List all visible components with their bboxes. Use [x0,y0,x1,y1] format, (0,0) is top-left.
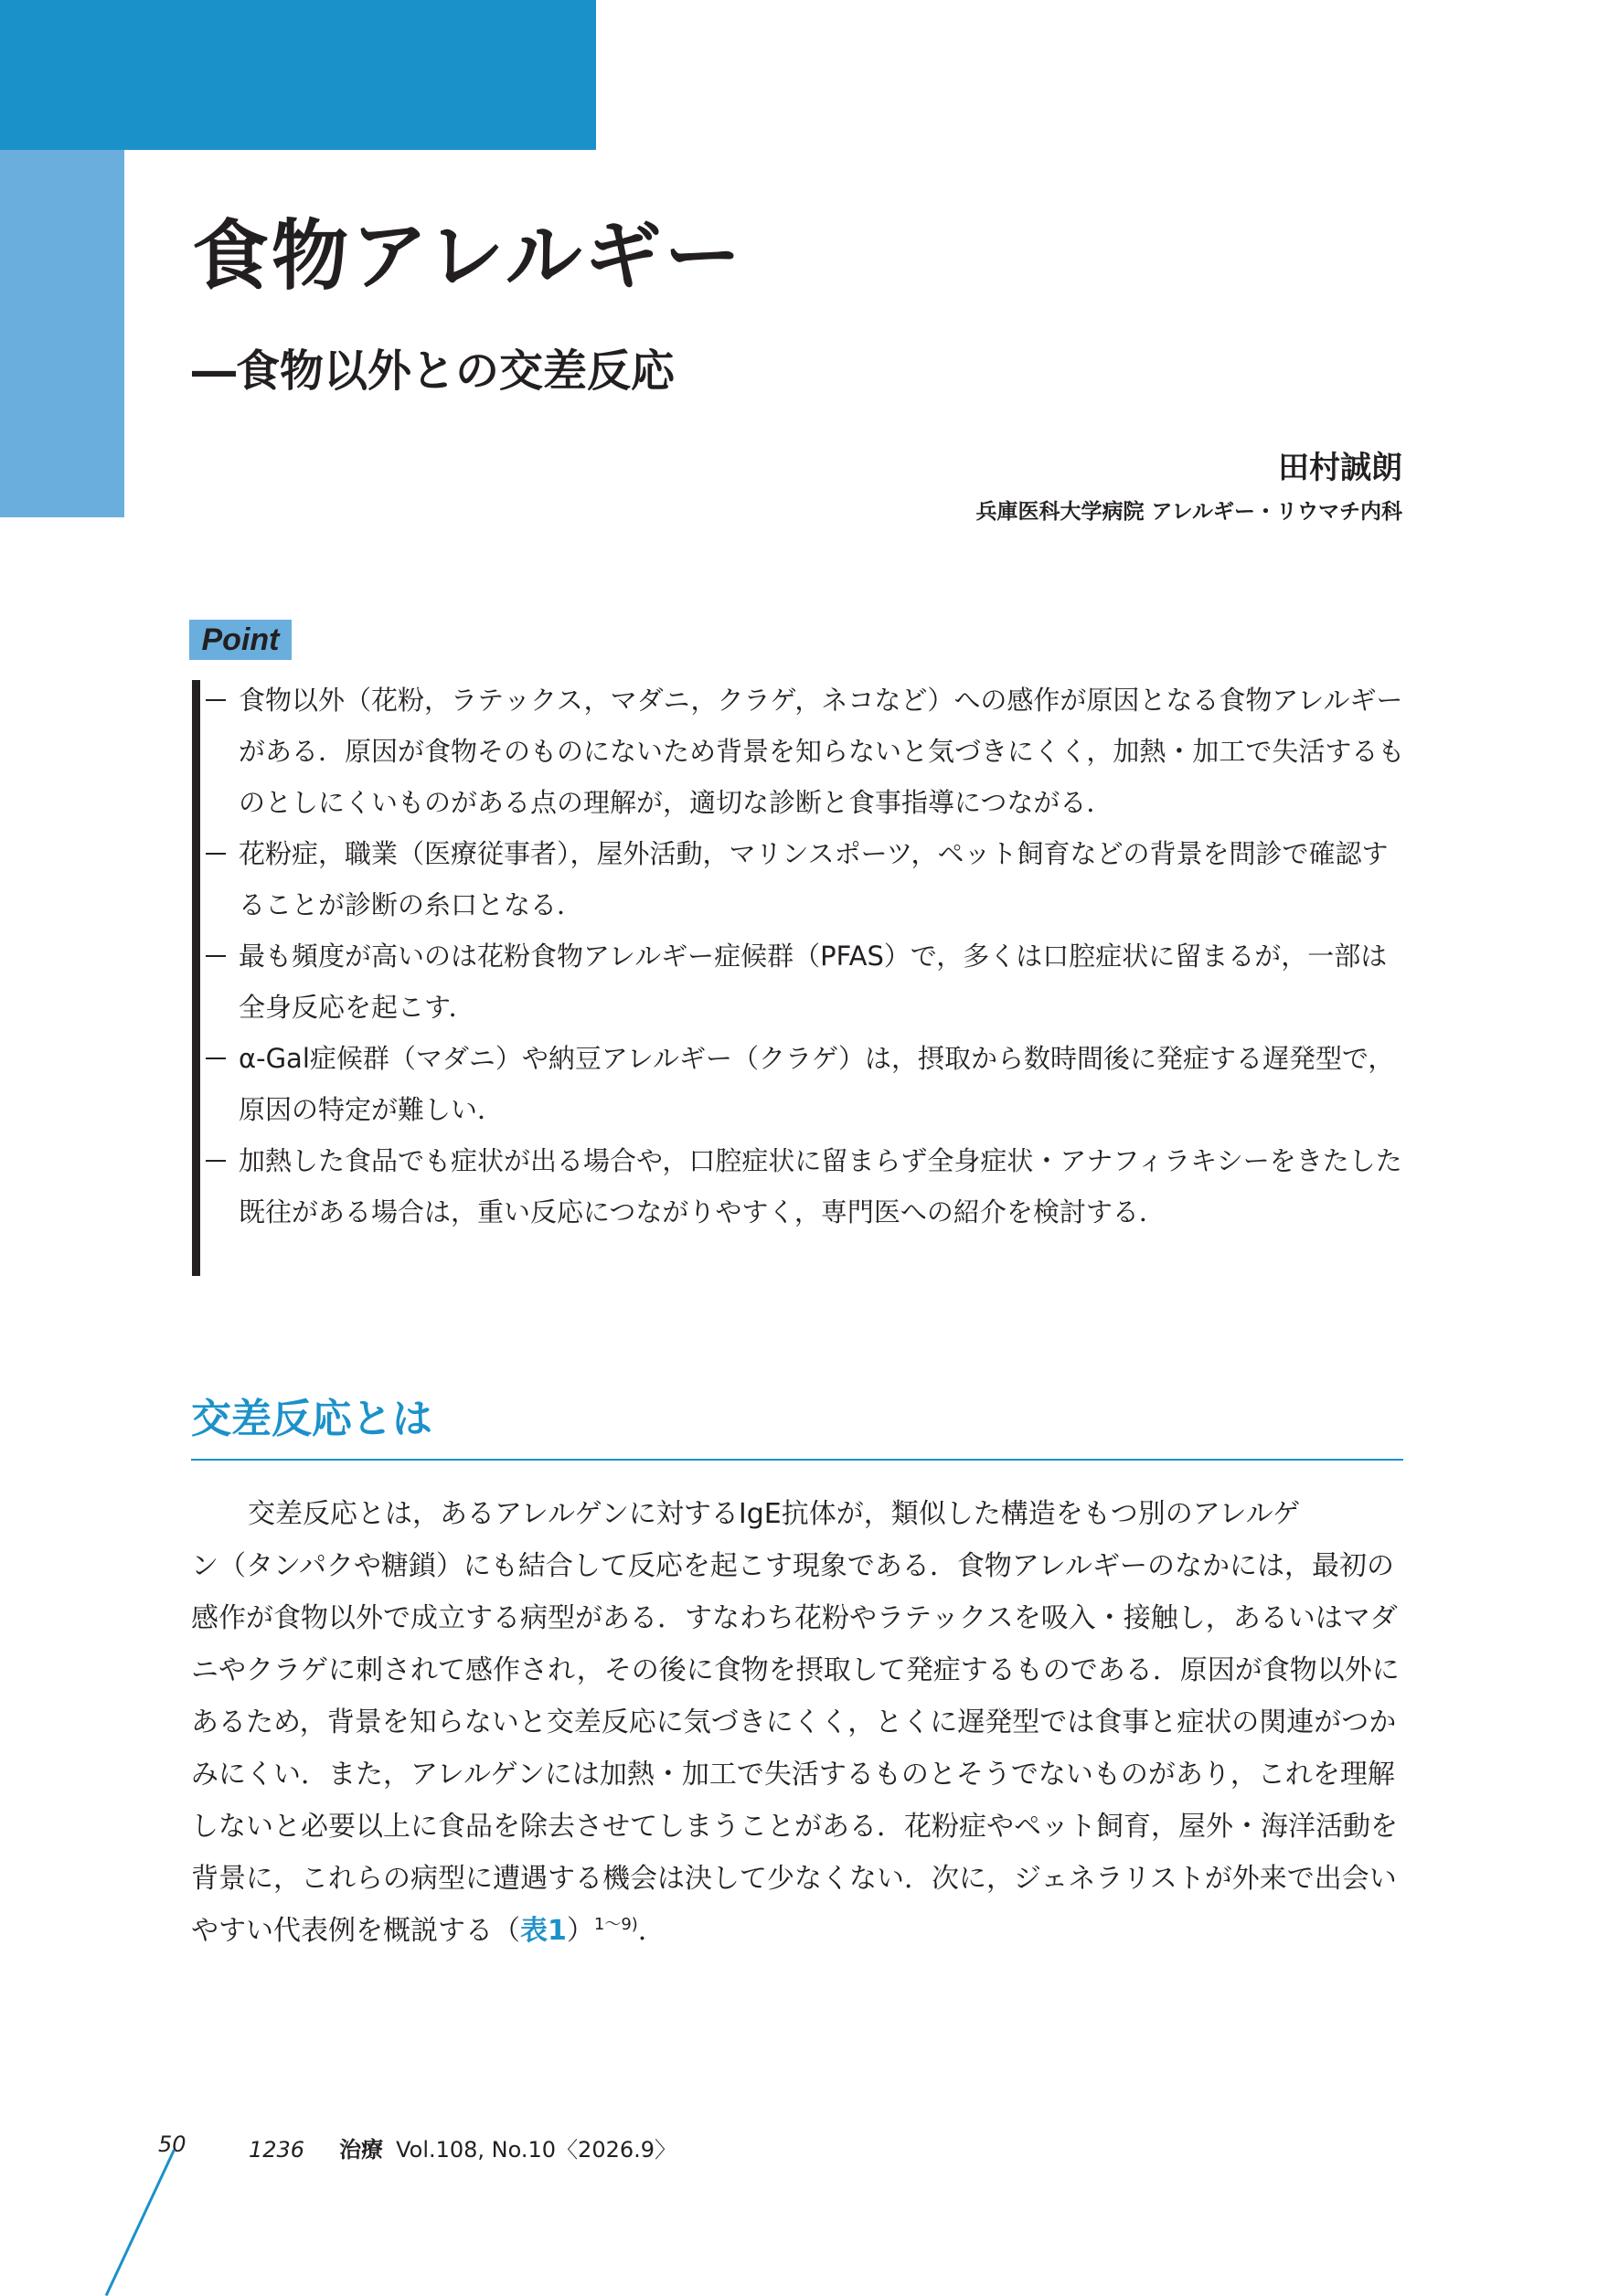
table-reference-link[interactable]: 表1 [520,1915,567,1947]
paragraph-first-line: 交差反応とは，あるアレルゲンに対するIgE抗体が，類似した構造をもつ別のアレルゲ [248,1498,1301,1530]
author-name: 田村誠朗 [1278,450,1402,486]
point-item: 加熱した食品でも症状が出る場合や，口腔症状に留まらず全身症状・アナフィラキシーをきたした既往がある場合は，重い反応につながりやすく，専門医への紹介を検討する． [200,1135,1407,1238]
ref-close: ） [566,1915,594,1947]
citation-superscript: 1〜9) [593,1915,638,1934]
point-item: 最も頻度が高いのは花粉食物アレルギー症候群（PFAS）で，多くは口腔症状に留まるが，一部は全身反応を起こす． [200,930,1407,1033]
point-item: α-Gal症候群（マダニ）や納豆アレルギー（クラゲ）は，摂取から数時間後に発症する遅発型で，原因の特定が難しい． [200,1033,1407,1135]
point-list [200,675,1407,1238]
point-item: 食物以外（花粉，ラテックス，マダニ，クラゲ，ネコなど）への感作が原因となる食物アレルギーがある．原因が食物そのものにないため背景を知らないと気づきにくく，加熱・加工で失活するものとしにくいものがある点の理解が，適切な診断と食事指導につながる． [200,675,1407,828]
paragraph-continuation [191,1540,1409,1957]
body-paragraph [191,1488,1409,1957]
point-label: Point [189,620,292,660]
journal-name: 治療 [339,2137,384,2163]
ref-open: （ [493,1915,520,1947]
point-item: 花粉症，職業（医療従事者），屋外活動，マリンスポーツ，ペット飼育などの背景を問診で確認することが診断の糸口となる． [200,828,1407,930]
page-number: 50 [158,2131,186,2157]
footer-issue-info [249,2131,676,2163]
section-heading: 交差反応とは [191,1396,432,1442]
paragraph-rest: ン（タンパクや糖鎖）にも結合して反応を起こす現象である．食物アレルギーのなかには，最初の感作が食物以外で成立する病型がある．すなわち花粉やラテックスを吸入・接触し，あるいはマダニやクラゲに刺されて感作され，その後に食物を摂取して発症するものである．原因が食物以外にあるため，背景を知らないと交差反応に気づきにくく，とくに遅発型では食事と症状の関連がつかみにくい．また，アレルゲンには加熱・加工で失活するものとそうでないものがあり，これを理解しないと必要以上に食品を除去させてしまうことがある．花粉症やペット飼育，屋外・海洋活動を背景に，これらの病型に遭遇する機会は決して少なくない．次に，ジェネラリストが外来で出会いやすい代表例を概説する [191,1550,1400,1947]
header-accent-bar [0,0,596,150]
header-side-bar [0,150,124,517]
footer-divider [105,2149,176,2296]
article-subtitle: ―食物以外との交差反応 [192,345,676,397]
original-page-number: 1236 [249,2137,305,2163]
journal-issue: Vol.108, No.10〈2026.9〉 [396,2137,677,2163]
article-title: 食物アレルギー [192,211,744,301]
ref-end: ． [637,1915,666,1947]
author-affiliation: 兵庫医科大学病院 アレルギー・リウマチ内科 [975,500,1402,524]
section-rule [191,1459,1403,1461]
point-rail [192,680,200,1276]
